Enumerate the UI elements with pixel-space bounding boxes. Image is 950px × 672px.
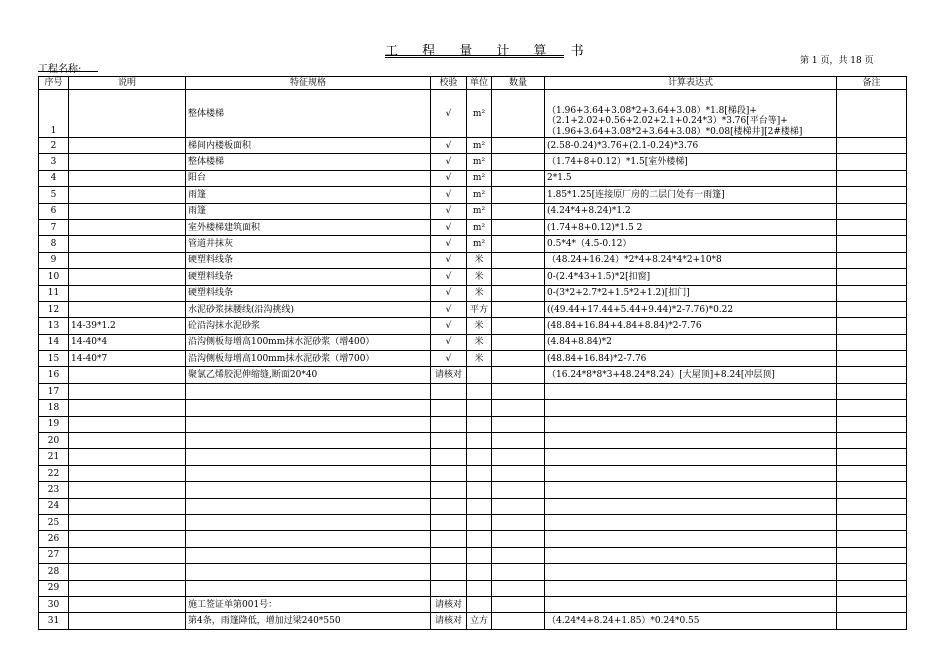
- table-row: [39, 482, 907, 498]
- cell-spec: [186, 482, 431, 498]
- cell-unit: 米: [467, 252, 492, 268]
- cell-desc: [69, 465, 186, 481]
- cell-qty: [492, 203, 545, 219]
- cell-seq: 10: [39, 269, 69, 285]
- cell-seq: 30: [39, 596, 69, 612]
- cell-desc: [69, 203, 186, 219]
- cell-unit: 米: [467, 351, 492, 367]
- document-title: 工 程 量 计 算 书: [385, 44, 594, 59]
- cell-desc: [69, 580, 186, 596]
- cell-seq: 24: [39, 498, 69, 514]
- cell-seq: 26: [39, 531, 69, 547]
- cell-desc: [69, 138, 186, 154]
- cell-unit: [467, 465, 492, 481]
- cell-unit: [467, 547, 492, 563]
- cell-note: [837, 236, 907, 252]
- cell-seq: 6: [39, 203, 69, 219]
- cell-unit: [467, 580, 492, 596]
- cell-check: √: [431, 351, 467, 367]
- cell-desc: 14-40*4: [69, 334, 186, 350]
- table-header-row: [39, 77, 907, 90]
- cell-seq: 28: [39, 564, 69, 580]
- cell-qty: [492, 269, 545, 285]
- cell-unit: 立方: [467, 613, 492, 629]
- cell-unit: m²: [467, 203, 492, 219]
- cell-expr: (48.84+16.84)*2-7.76: [545, 351, 837, 367]
- cell-seq: 15: [39, 351, 69, 367]
- cell-check: 请核对: [431, 596, 467, 612]
- cell-check: [431, 564, 467, 580]
- cell-note: [837, 498, 907, 514]
- cell-spec: [186, 564, 431, 580]
- cell-note: [837, 416, 907, 432]
- cell-qty: [492, 580, 545, 596]
- cell-desc: [69, 236, 186, 252]
- cell-note: [837, 547, 907, 563]
- cell-qty: [492, 564, 545, 580]
- cell-qty: [492, 219, 545, 235]
- cell-unit: [467, 416, 492, 432]
- table-row: [39, 285, 907, 301]
- cell-note: [837, 482, 907, 498]
- table-row: [39, 219, 907, 235]
- cell-spec: [186, 433, 431, 449]
- cell-desc: [69, 449, 186, 465]
- cell-seq: 21: [39, 449, 69, 465]
- cell-spec: [186, 449, 431, 465]
- cell-expr: 0.5*4*（4.5-0.12）: [545, 236, 837, 252]
- cell-spec: 硬塑料线条: [186, 252, 431, 268]
- cell-note: [837, 318, 907, 334]
- cell-check: √: [431, 318, 467, 334]
- table-row: [39, 138, 907, 154]
- cell-expr: [545, 400, 837, 416]
- table-row: [39, 547, 907, 563]
- cell-note: [837, 351, 907, 367]
- cell-unit: [467, 482, 492, 498]
- cell-desc: [69, 531, 186, 547]
- cell-desc: [69, 252, 186, 268]
- cell-note: [837, 383, 907, 399]
- col-header-spec: 特征规格: [186, 77, 431, 90]
- title-underline: [385, 55, 564, 56]
- cell-check: √: [431, 285, 467, 301]
- cell-note: [837, 613, 907, 629]
- cell-note: [837, 334, 907, 350]
- cell-note: [837, 219, 907, 235]
- cell-seq: 4: [39, 170, 69, 186]
- cell-check: [431, 580, 467, 596]
- cell-qty: [492, 252, 545, 268]
- cell-spec: 水泥砂浆抹腰线(沿沟挑线): [186, 301, 431, 317]
- table-row: [39, 400, 907, 416]
- cell-expr: （1.96+3.64+3.08*2+3.64+3.08）*1.8[梯段]+ （2.1+2.02+0.56+2.02+2.1+0.24*3）*3.76[平台等]+ （1.96+3.64+3.08*2+3.64+3.08）*0.08[楼梯井][2#楼梯]: [545, 90, 837, 138]
- table-row: [39, 596, 907, 612]
- cell-check: √: [431, 334, 467, 350]
- table-row: [39, 318, 907, 334]
- table-row: [39, 269, 907, 285]
- cell-spec: 雨篷: [186, 187, 431, 203]
- cell-seq: 9: [39, 252, 69, 268]
- cell-qty: [492, 318, 545, 334]
- cell-seq: 1: [39, 90, 69, 138]
- cell-expr: ((49.44+17.44+5.44+9.44)*2-7.76)*0.22: [545, 301, 837, 317]
- cell-seq: 2: [39, 138, 69, 154]
- cell-unit: m²: [467, 90, 492, 138]
- cell-qty: [492, 400, 545, 416]
- cell-seq: 11: [39, 285, 69, 301]
- cell-desc: [69, 514, 186, 530]
- cell-desc: [69, 285, 186, 301]
- cell-check: [431, 416, 467, 432]
- cell-qty: [492, 465, 545, 481]
- cell-expr: （16.24*8*8*3+48.24*8.24）[大屋顶]+8.24[冲层顶]: [545, 367, 837, 383]
- cell-expr: [545, 547, 837, 563]
- cell-spec: 管道井抹灰: [186, 236, 431, 252]
- cell-spec: 梯间内楼板面积: [186, 138, 431, 154]
- cell-expr: [545, 498, 837, 514]
- cell-spec: [186, 400, 431, 416]
- cell-unit: 米: [467, 285, 492, 301]
- cell-desc: [69, 498, 186, 514]
- cell-note: [837, 138, 907, 154]
- cell-seq: 22: [39, 465, 69, 481]
- cell-check: √: [431, 236, 467, 252]
- cell-qty: [492, 613, 545, 629]
- cell-expr: 0-(2.4*43+1.5)*2[扣窗]: [545, 269, 837, 285]
- cell-desc: [69, 367, 186, 383]
- cell-note: [837, 465, 907, 481]
- cell-spec: 整体楼梯: [186, 90, 431, 138]
- cell-qty: [492, 514, 545, 530]
- cell-qty: [492, 547, 545, 563]
- cell-qty: [492, 482, 545, 498]
- cell-spec: [186, 383, 431, 399]
- project-name-underline: [38, 71, 98, 72]
- cell-spec: 阳台: [186, 170, 431, 186]
- cell-note: [837, 187, 907, 203]
- cell-check: √: [431, 170, 467, 186]
- cell-note: [837, 564, 907, 580]
- cell-unit: m²: [467, 154, 492, 170]
- cell-spec: [186, 416, 431, 432]
- cell-expr: [545, 580, 837, 596]
- cell-qty: [492, 138, 545, 154]
- cell-qty: [492, 449, 545, 465]
- cell-note: [837, 400, 907, 416]
- cell-qty: [492, 596, 545, 612]
- cell-check: √: [431, 154, 467, 170]
- cell-desc: 14-39*1.2: [69, 318, 186, 334]
- cell-check: √: [431, 269, 467, 285]
- cell-qty: [492, 90, 545, 138]
- cell-expr: [545, 433, 837, 449]
- cell-unit: [467, 531, 492, 547]
- cell-seq: 16: [39, 367, 69, 383]
- cell-expr: [545, 482, 837, 498]
- table-row: [39, 367, 907, 383]
- cell-check: √: [431, 90, 467, 138]
- cell-check: √: [431, 252, 467, 268]
- cell-desc: 14-40*7: [69, 351, 186, 367]
- cell-seq: 5: [39, 187, 69, 203]
- cell-spec: [186, 465, 431, 481]
- table-row: [39, 252, 907, 268]
- page-info: 第 1 页，共 18 页: [800, 56, 874, 66]
- cell-unit: [467, 400, 492, 416]
- cell-note: [837, 203, 907, 219]
- cell-qty: [492, 367, 545, 383]
- cell-seq: 29: [39, 580, 69, 596]
- cell-note: [837, 580, 907, 596]
- cell-check: [431, 498, 467, 514]
- table-row: [39, 351, 907, 367]
- cell-spec: 聚氯乙烯胶泥伸缩缝,断面20*40: [186, 367, 431, 383]
- table-row: [39, 236, 907, 252]
- cell-note: [837, 90, 907, 138]
- cell-check: [431, 449, 467, 465]
- cell-qty: [492, 531, 545, 547]
- cell-desc: [69, 400, 186, 416]
- cell-expr: [545, 465, 837, 481]
- cell-seq: 13: [39, 318, 69, 334]
- cell-check: √: [431, 138, 467, 154]
- cell-check: √: [431, 301, 467, 317]
- col-header-unit: 单位: [467, 77, 492, 90]
- cell-desc: [69, 547, 186, 563]
- cell-desc: [69, 90, 186, 138]
- cell-note: [837, 433, 907, 449]
- cell-check: √: [431, 219, 467, 235]
- cell-expr: [545, 383, 837, 399]
- cell-check: [431, 433, 467, 449]
- cell-check: [431, 514, 467, 530]
- cell-desc: [69, 187, 186, 203]
- cell-expr: 0-(3*2+2.7*2+1.5*2+1.2)[扣门]: [545, 285, 837, 301]
- table-row: [39, 154, 907, 170]
- cell-seq: 17: [39, 383, 69, 399]
- cell-seq: 14: [39, 334, 69, 350]
- cell-note: [837, 170, 907, 186]
- cell-expr: （1.74+8+0.12）*1.5[室外楼梯]: [545, 154, 837, 170]
- cell-unit: [467, 596, 492, 612]
- cell-check: [431, 547, 467, 563]
- cell-qty: [492, 334, 545, 350]
- table-row: [39, 449, 907, 465]
- cell-expr: (48.84+16.84+4.84+8.84)*2-7.76: [545, 318, 837, 334]
- cell-note: [837, 596, 907, 612]
- cell-expr: [545, 531, 837, 547]
- cell-note: [837, 269, 907, 285]
- cell-seq: 25: [39, 514, 69, 530]
- cell-expr: [545, 596, 837, 612]
- cell-unit: m²: [467, 138, 492, 154]
- project-name-label: 工程名称:: [38, 64, 82, 75]
- cell-spec: 沿沟侧板每增高100mm抹水泥砂浆（增700）: [186, 351, 431, 367]
- cell-qty: [492, 154, 545, 170]
- cell-seq: 12: [39, 301, 69, 317]
- cell-desc: [69, 269, 186, 285]
- cell-expr: [545, 416, 837, 432]
- table-row: [39, 433, 907, 449]
- cell-unit: [467, 514, 492, 530]
- cell-note: [837, 531, 907, 547]
- cell-qty: [492, 416, 545, 432]
- cell-expr: (2.58-0.24)*3.76+(2.1-0.24)*3.76: [545, 138, 837, 154]
- cell-desc: [69, 383, 186, 399]
- cell-desc: [69, 482, 186, 498]
- cell-spec: 砼沿沟抹水泥砂浆: [186, 318, 431, 334]
- cell-expr: （4.24*4+8.24+1.85）*0.24*0.55: [545, 613, 837, 629]
- col-header-check: 校验: [431, 77, 467, 90]
- cell-unit: 米: [467, 318, 492, 334]
- col-header-seq: 序号: [39, 77, 69, 90]
- table-row: [39, 531, 907, 547]
- col-header-desc: 说明: [69, 77, 186, 90]
- cell-spec: 沿沟侧板每增高100mm抹水泥砂浆（增400）: [186, 334, 431, 350]
- table-row: [39, 580, 907, 596]
- cell-unit: [467, 564, 492, 580]
- cell-desc: [69, 596, 186, 612]
- cell-note: [837, 252, 907, 268]
- cell-desc: [69, 613, 186, 629]
- cell-check: [431, 531, 467, 547]
- table-row: [39, 383, 907, 399]
- cell-check: [431, 465, 467, 481]
- cell-desc: [69, 219, 186, 235]
- cell-unit: [467, 433, 492, 449]
- cell-desc: [69, 301, 186, 317]
- title-underline-double: [385, 57, 564, 58]
- cell-spec: 硬塑料线条: [186, 269, 431, 285]
- cell-unit: m²: [467, 219, 492, 235]
- cell-seq: 31: [39, 613, 69, 629]
- cell-spec: [186, 547, 431, 563]
- cell-expr: 2*1.5: [545, 170, 837, 186]
- cell-note: [837, 301, 907, 317]
- cell-spec: [186, 531, 431, 547]
- cell-expr: (1.74+8+0.12)*1.5 2: [545, 219, 837, 235]
- cell-note: [837, 449, 907, 465]
- cell-seq: 20: [39, 433, 69, 449]
- table-row: [39, 203, 907, 219]
- cell-unit: [467, 367, 492, 383]
- cell-check: [431, 482, 467, 498]
- cell-expr: 1.85*1.25[连接原厂房的二层门处有一雨篷]: [545, 187, 837, 203]
- table-row: [39, 187, 907, 203]
- cell-check: 请核对: [431, 613, 467, 629]
- cell-expr: (4.24*4+8.24)*1.2: [545, 203, 837, 219]
- table-row: [39, 90, 907, 138]
- cell-spec: [186, 514, 431, 530]
- cell-spec: 施工签证单第001号：: [186, 596, 431, 612]
- cell-note: [837, 154, 907, 170]
- cell-unit: 米: [467, 334, 492, 350]
- col-header-note: 备注: [837, 77, 907, 90]
- table-row: [39, 334, 907, 350]
- cell-qty: [492, 301, 545, 317]
- cell-desc: [69, 433, 186, 449]
- col-header-expr: 计算表达式: [545, 77, 837, 90]
- table-row: [39, 498, 907, 514]
- cell-expr: （48.24+16.24）*2*4+8.24*4*2+10*8: [545, 252, 837, 268]
- cell-qty: [492, 187, 545, 203]
- table-row: [39, 564, 907, 580]
- cell-spec: 雨篷: [186, 203, 431, 219]
- cell-seq: 7: [39, 219, 69, 235]
- cell-check: 请核对: [431, 367, 467, 383]
- cell-qty: [492, 170, 545, 186]
- cell-spec: 第4条，雨篷降低，增加过梁240*550: [186, 613, 431, 629]
- cell-seq: 8: [39, 236, 69, 252]
- cell-expr: [545, 564, 837, 580]
- calculation-table: [38, 76, 907, 630]
- cell-seq: 18: [39, 400, 69, 416]
- cell-check: [431, 400, 467, 416]
- cell-spec: 硬塑料线条: [186, 285, 431, 301]
- cell-expr: (4.84+8.84)*2: [545, 334, 837, 350]
- cell-spec: [186, 498, 431, 514]
- cell-qty: [492, 383, 545, 399]
- cell-qty: [492, 498, 545, 514]
- cell-qty: [492, 433, 545, 449]
- cell-check: √: [431, 187, 467, 203]
- cell-unit: 平方: [467, 301, 492, 317]
- cell-check: √: [431, 203, 467, 219]
- cell-seq: 23: [39, 482, 69, 498]
- cell-expr: [545, 449, 837, 465]
- table-row: [39, 416, 907, 432]
- col-header-qty: 数量: [492, 77, 545, 90]
- cell-seq: 3: [39, 154, 69, 170]
- cell-spec: 室外楼梯建筑面积: [186, 219, 431, 235]
- cell-expr: [545, 514, 837, 530]
- cell-desc: [69, 564, 186, 580]
- cell-unit: 米: [467, 269, 492, 285]
- cell-unit: m²: [467, 170, 492, 186]
- cell-spec: [186, 580, 431, 596]
- cell-unit: [467, 498, 492, 514]
- cell-note: [837, 285, 907, 301]
- table-row: [39, 170, 907, 186]
- table-row: [39, 514, 907, 530]
- cell-unit: m²: [467, 236, 492, 252]
- cell-note: [837, 514, 907, 530]
- table-row: [39, 613, 907, 629]
- cell-unit: [467, 449, 492, 465]
- cell-seq: 27: [39, 547, 69, 563]
- cell-qty: [492, 351, 545, 367]
- cell-desc: [69, 416, 186, 432]
- cell-qty: [492, 285, 545, 301]
- table-row: [39, 301, 907, 317]
- cell-desc: [69, 170, 186, 186]
- cell-note: [837, 367, 907, 383]
- cell-seq: 19: [39, 416, 69, 432]
- cell-unit: [467, 383, 492, 399]
- cell-desc: [69, 154, 186, 170]
- table-row: [39, 465, 907, 481]
- cell-spec: 整体楼梯: [186, 154, 431, 170]
- cell-check: [431, 383, 467, 399]
- cell-unit: m²: [467, 187, 492, 203]
- cell-qty: [492, 236, 545, 252]
